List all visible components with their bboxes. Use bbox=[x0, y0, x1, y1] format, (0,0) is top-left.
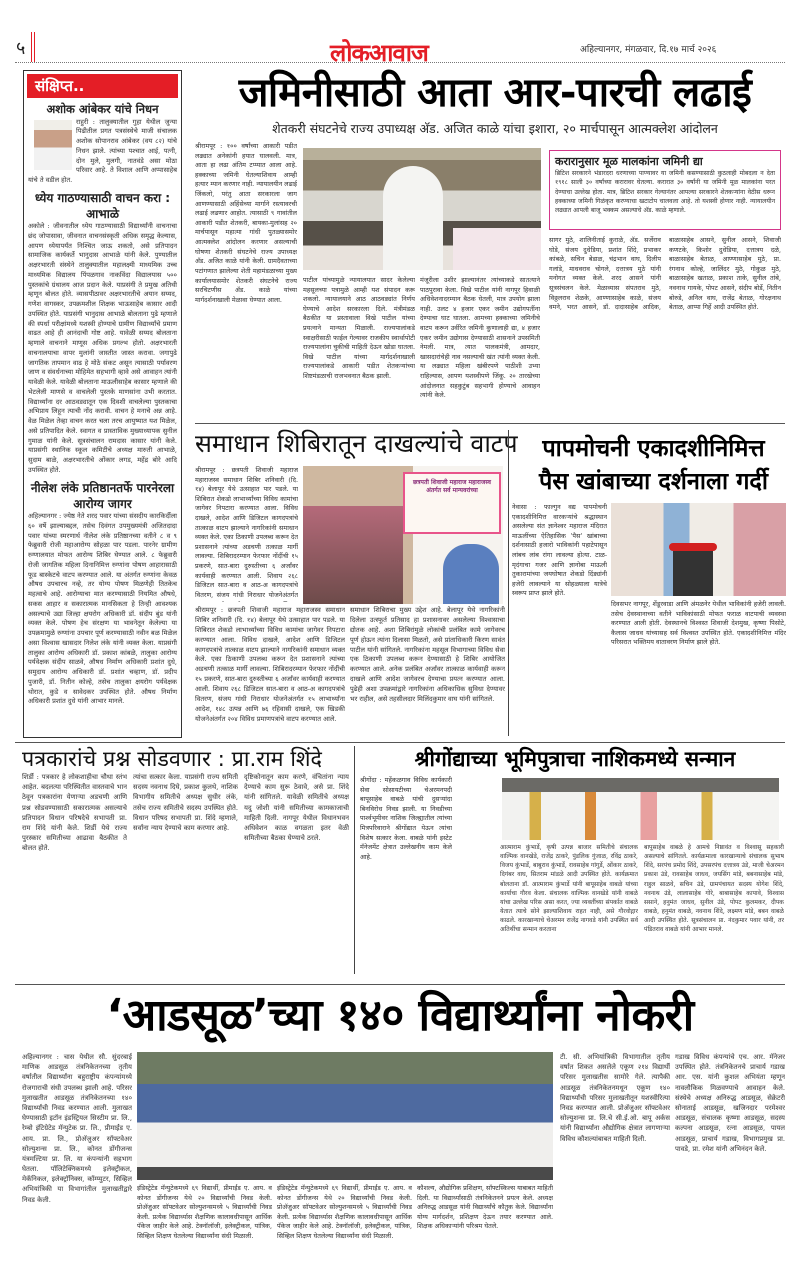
masthead bbox=[0, 0, 800, 67]
pillar-figure bbox=[673, 548, 713, 596]
sidebar-box bbox=[549, 150, 781, 230]
story6-column-2: इंडिस्ट्रेटेड मॅन्युटेकमध्ये ६९ विद्यार्थी, प्रीमाईंड ए. आय. व कोनत डोंगीजन्स येथे २० विद्यार्थ्यांची निवड केली. प्रोअ‍ॅजुअर सॉफ्टवेअर सोल्युशन्समध्ये ५ विद्यार्थ्यांची निवड केली. प्रत्येक विद्यार्थ्यास शैक्षणिक कालावधीपासून आर्थिक पॅकेज जाहीर केले आहे. टेक्नॉलॉजी, इलेक्ट्रीकल, यांत्रिक, सिव्हिल शिक्षण घेतलेल्या विद्यार्थ्यांना संधी मिळाली. bbox=[137, 1184, 272, 1241]
event-banner: छत्रपती शिवाजी महाराज महाराजस्व अंतर्गत सर्व मान्यवरांच्या bbox=[403, 472, 501, 534]
lead-subheadline: शेतकरी संघटनेचे राज्य उपाध्यक्ष अ‍ॅड. अजित काळे यांचा इशारा, २० मार्चपासून आत्मक्लेश आंदोलन bbox=[272, 121, 718, 136]
story3-column-1: नेवासा : फाल्गुन वद्य पापमोचनी एकादशीनिमित्त वारकऱ्यांचे श्रद्धास्थान असलेल्या संत ज्ञानेश्वर महाराज मंदिरात माऊलींच्या ऐतिहासिक 'पैस' खांबाच्या दर्शनासाठी हजारो भाविकांनी पहाटेपासून लांबच लांब रांगा लावल्या होत्या. टाळ-मृदंगाचा गजर आणि ज्ञानोबा माऊली तुकारामांच्या जयघोषात शेकडो दिंड्यांनी हजेरी लावल्याने या सोहळ्याला यात्रेचे स्वरूप प्राप्त झाले होते. bbox=[512, 503, 607, 598]
dateline: अहिल्यानगर, मंगळवार, दि.१७ मार्च २०२६ bbox=[580, 45, 717, 55]
story5-column-2: आत्माराम कुंभार्डे, कृषी उत्पन्न बाजार समितीचे संचालक वाल्मिक वानखेडे, राजेंद्र ठाकरे, पुंडलिक गुंजाळ, रविंद्र ठाकरे, विजय कुंभार्डे, बाबुराव कुंभार्डे, रावसाहेब गांगुर्डे, ओंकार ठाकरे, दिगंबर वाघ, सितराम मांडळे आदी उपस्थित होते. कार्यक्रमात बोलताना डॉ. आत्माराम कुंभार्डे यांनी बापूसाहेब वाबळे यांच्या कार्याचा गौरव केला. संचालक वाल्मिक वानखेडे यांनी वाबळे यांचा उल्लेख परिस असा करत, ज्या व्यक्तींच्या संपर्कात वाबळे येतात त्याचे सोने झाल्याशिवाय राहत नाही, असे गौरवोद्गार काढले. कारखान्याचे चेअरमन राजेंद्र नागवडे यांनी उपस्थित सर्व अतिथींचा सन्मान करताना bbox=[500, 844, 638, 934]
page-number-divider bbox=[31, 32, 35, 62]
sidebar-box-body: ब्रिटिश सरकारने भंडारदरा धरणाच्या पाण्यावर या जमिनी कसण्यासाठी कुठलाही मोबदला न देता १९१८ साली ३० वर्षांच्या करारावर घेतल्या. करारात ३० वर्षांनी या जमिनी मूळ मालकांना परत देण्याचा उल्लेख होता. मात्र, ब्रिटिश सरकार गेल्यानंतर आपल्या सरकारने शेतकऱ्यांना वेठीस धरून हक्काच्या जमिनी गिळंकृत करण्याचा खटाटोप चालवला आहे. तो यशस्वी होणार नाही. न्यायालयीन लढ्यात आपली बाजू भक्कम असल्याचे अ‍ॅड. काळे म्हणाले. bbox=[555, 170, 775, 215]
story6-column-4: कौशल्य, औद्योगिक प्रशिक्षण, सॉफ्टस्किल्स याबाबत माहिती दिली. या विद्यार्थ्यांसाठी तंत्रनिकेतनने प्रयत्न केले. अध्यक्ष अनिरुद्ध आडसूळ यांनी विद्यार्थ्यांचे कौतुक केले. विद्यार्थ्यांना योग्य मार्गदर्शन, प्रशिक्षण देऊन तयार करण्यात आले. शिक्षक अधिकाऱ्यांनी परिश्रम घेतले. bbox=[417, 1184, 553, 1231]
story6-photo-students bbox=[137, 1052, 553, 1180]
section-rule bbox=[15, 984, 785, 985]
column-divider bbox=[354, 746, 355, 974]
lead-column-1: श्रीरामपूर : १०० वर्षांच्या आकारी पडीत लढ्यात अनेकांनी हयात घालवली. मात्र, आता हा लढा अंतिम टप्प्यात आला आहे. हक्काच्या जमिनी घेतल्याशिवाय आम्ही हत्यार म्यान करणार नाही. न्यायालयीन लढाई जिंकलो, परंतु आता सरकारला जाग आणण्यासाठी अहिंसेच्या मार्गाने रस्त्यावरची लढाई लढणार आहोत. त्यासाठी ९ गावांतील आकारी पडीत शेतकरी, बायका-मुलांसह २० मार्चपासून महात्मा गांधी पुतळ्यासमोर आत्मक्लेश आंदोलन करणार असल्याची घोषणा शेतकरी संघटनेचे राज्य उपाध्यक्ष अ‍ॅड. अजित काळे यांनी केली. ग्रामदैवताच्या पटांगणात झालेल्या शेती महामंडळाच्या मुख्य कार्यालयासमोर शेतकरी संघटनेचे राज्य सरचिटणीस ॲड. काळे यांच्या मार्गदर्शनाखाली मेळावा घेण्यात आला. bbox=[195, 142, 297, 304]
section-rule bbox=[195, 423, 785, 424]
sidebar-box-title: करारानुसार मूळ मालकांना जमिनी द्या bbox=[555, 155, 703, 168]
story6-column-3: इंडिस्ट्रेटेड मॅन्युटेकमध्ये ६९ विद्यार्थी, प्रीमाईंड ए. आय. व कोनत डोंगीजन्स येथे २० विद्यार्थ्यांची निवड केली. प्रोअ‍ॅजुअर सॉफ्टवेअर सोल्युशन्समध्ये ५ विद्यार्थ्यांची निवड केली. प्रत्येक विद्यार्थ्यास शैक्षणिक कालावधीपासून आर्थिक पॅकेज जाहीर केले आहे. टेक्नॉलॉजी, इलेक्ट्रीकल, यांत्रिक, सिव्हिल शिक्षण घेतलेल्या विद्यार्थ्यांना संधी मिळाली. bbox=[277, 1184, 412, 1241]
lead-headline: जमिनीसाठी आता आर-पारची लढाई bbox=[238, 70, 752, 116]
speaker-figure bbox=[443, 544, 499, 604]
story2-column-2: श्रीरामपूर : छत्रपती शिवाजी महाराज महाराजस्व समाधान शिबिर शनिवारी (दि. १४) बेलापूर येथे उत्साहात पार पडले. या शिबिरात शेकडो लाभार्थ्यांच्या विविध कामांचा जागेवर निपटारा करण्यात आला. विविध दाखले, आदेश आणि डिजिटल कागदपत्रांचे तात्काळ वाटप झाल्याने नागरिकांनी समाधान व्यक्त केले. एका ठिकाणी उपलब्ध करून देत प्रशासनाने त्यांच्या अडचणी तत्काळ मार्गी लावल्या. शिबिरादरम्यान फेरफार नोंदींची १५ प्रकरणे, सात-बारा दुरुस्तीच्या ६ अर्जांवर कार्यवाही करण्यात आली. शिवाय २६८ डिजिटल सात-बारा व आठ-अ कागदपत्रांचे वितरण, संजय गांधी निराधार योजनेअंतर्गत १५ लाभार्थ्यांना आदेश, १४८ उत्पन्न आणि ७६ रहिवासी दाखले, एक खिडकी योजनेअंतर्गत २०४ विविध प्रमाणपत्रांचे वाटप करण्यात आले. bbox=[195, 606, 345, 723]
lead-column-3: मंजूरीला उशीर झाल्यानंतर त्यांच्याकडे सातत्याने पाठपुरावा केला. विखे पाटील यांनी नागपूर हिवाळी अधिवेशनादरम्यान बैठक घेतली, मात्र उपयोग झाला नाही. उलट ४ हजार एकर जमीन उद्योगपतींना देण्याचा घाट घातला. आमच्या हक्काच्या जमिनीचे वाटप करून उर्वरित जमिनी कुणालाही द्या, ४ हजार एकर जमीन उद्योगास देण्यासाठी शासनाने उपसमिती नेमली. मात्र, त्यात पालकमंत्री, आमदार, खासदारांचेही नाव नसल्याची खंत त्यांनी व्यक्त केली. या लढ्यात महिला खंबीरपणे पाठीशी उभ्या राहिल्यास, आपण यशस्वीपणे जिंकू. २० तारखेच्या आंदोलनात सहकुटुंब सहभागी होण्याचे आवाहन त्यांनी केले. bbox=[420, 276, 540, 400]
brief-body: राहुरी : तालुक्यातील गुहा येथील जुन्या पिढीतील प्रगत पत्रसंस्थेचे माजी संचालक अशोक सोपानराव आंबेकर (वय ८२) यांचे निधन झाले. त्यांच्या पश्चात आई, पत्नी, दोन मुले, मुलगी, नातवंडे असा मोठा परिवार आहे. ते विशाल आणि अप्पासाहेब यांचे ते वडील होत. bbox=[28, 117, 177, 185]
lead-column-4: सागर मुठे, शालिनीताई कुराळे, ॲड. सर्जेराव घोडे, संजय दुधेडिया, प्रशांत शिंदे, प्रभाकर कांबळे, सचिन बेडाळ, चंद्रभान वाघ, दिलीप गलांडे, माधवराव चोगले, दत्तात्रय मुठे यांनी मनोगत व्यक्त केले. शरद आसने यांनी सूत्रसंचलन केले. मेळाव्यास संपतराव मुठे, विठ्ठलराव शेळके, आण्णासाहेब काळे, संजय वमने, भरत आसने, डॉ. दादासाहेब आदिक, बाळासाहेब आसने, सुनील आसने, शिवाजी कणटके, किशोर दुधेडिया, दत्तात्रय दळे, बाळासाहेब बेताळ, आण्णासाहेब मुठे, प्रा. रंगनाथ कोल्हे, जालिंदर मुठे, गोकुळ मुठे, बाळासाहेब खताळ, प्रकाश ताके, सुनील तांबे, नवनाथ गायके, पोपट आसने, संदीप बोर्डे, नितीन बोरुडे, अनिल वाघ, राजेंद्र बेताळ, गोरक्षनाथ बेताळ, आप्पा गिर्हे आदी उपस्थित होते. bbox=[549, 236, 781, 312]
backdrop-figure bbox=[502, 778, 779, 792]
story3-column-2: दिवसभर नागपूर, शेंडूरवाडा आणि अंमळनेर येथील भाविकांनी हजेरी लावली. तसेच देवस्थानाच्या वतीने भाविकांसाठी मोफत फराळ वाटपाची व्यवस्था करण्यात आली होती. देवस्थानचे विश्वस्त शिवाजी देशमुख, कृष्णा पिसोटे, कैलास जाधव यांच्यासह सर्व विश्वस्त उपस्थित होते. एकादशीनिमित्त मंदिर परिसरात भक्तिमय वातावरण निर्माण झाले होते. bbox=[611, 600, 786, 647]
brief-headline: अशोक आंबेकर यांचे निधन bbox=[46, 102, 159, 116]
story4-column-1: शिर्डी : पत्रकार हे लोकशाहीचा चौथा स्तंभ आहेत. बदलत्या परिस्थितीत वास्तवाचे भान ठेवून पत्रकारांना येणाऱ्या अडचणी आणि प्रश्न सोडवण्यासाठी सकारात्मक असल्याचे प्रतिपादन विधान परिषदेचे सभापती प्रा. राम शिंदे यांनी केले. शिर्डी येथे राज्य पुरस्कार समितीच्या आढावा बैठकीत ते बोलत होते. bbox=[22, 773, 127, 853]
column-divider bbox=[508, 430, 509, 736]
lead-photo-rally bbox=[303, 148, 541, 270]
brief-headline: नीलेश लंके प्रतिष्ठानतर्फे पारनेरला आरोग्य जागर bbox=[30, 480, 175, 511]
story6-headline: ‘आडसूळ’च्या १४० विद्यार्थ्यांना नोकरी bbox=[106, 990, 694, 1041]
brief-column bbox=[23, 70, 182, 738]
story4-headline: पत्रकारांचे प्रश्न सोडवणार : प्रा.राम शिंदे bbox=[22, 747, 322, 772]
page-number: ५ bbox=[16, 38, 26, 59]
obituary-photo bbox=[34, 120, 72, 170]
story5-column-3: बापूसाहेब वाबळे हे आमचे निष्ठावंत व विश्वासू सहकारी असल्याचे सांगितले. कार्यक्रमाला कारखान्याचे संचालक सुभाष शिंदे, सरपंच प्रमोद शिंदे, उपसरपंच दत्तात्रय उंडे, माजी चेअरमन प्रकाश उंडे, रावसाहेब जाधव, जयसिंग मांडे, बबनासाहेब मांडे, राहुल साळवे, सचिन उंडे, ग्रामपंचायत सदस्य योगेश शिंदे, नवनाथ उंडे, लालासाहेब गोरे, बाबासाहेब कापावे, विश्वास ससाने, हनुमंत जाधव, सुनील उंडे, पोपट कुलमकर, दीपक वाबळे, हनुमंत वाबळे, नवनाथ शिंदे, लक्ष्मण मांडे, बबन वाबळे आदी उपस्थित होते. सूत्रसंचालन प्रा. नंदकुमार पवार यांनी, तर पंडितराव वाबळे यांनी आभार मानले. bbox=[644, 844, 784, 934]
brief-body: अकोले : जीवनातील ध्येय गाठण्यासाठी विद्यार्थ्यांनी वाचनाचा छंद जोपासावा, जीवनात वाचनसंस्कृती अधिक समृद्ध केल्यास, आपण ध्येयापर्यंत निश्चित जाऊ शकतो, असे प्रतिपादन सामाजिक कार्यकर्ते भानुदास आभाळे यांनी केले. पुण्यातील अक्षरभारती संस्थेने तालुक्यातील महालक्ष्मी माध्यमिक उच्च माध्यमिक विद्यालय पिंपळगाव नाकविंदा विद्यालयास ५०० पुस्तकांचे ग्रंथालय आज प्रदान केले. याप्रसंगी ते प्रमुख अतिथी म्हणून बोलत होते. व्यासपीठावर अक्षरभारतीचे अयान सय्यद, गणेश वागस्कर, उपक्रमशील शिक्षक भाऊसाहेब कासार आदी उपस्थित होते. याप्रसंगी भानुदास आभाळे बोलताना पुढे म्हणाले की स्पर्धा परीक्षांमध्ये यशस्वी होण्याचे ग्रामीण विद्यार्थ्यांचे प्रमाण वाढत आहे ही आनंदाची गोष्ट आहे. यावेळी सय्यद बोलताना म्हणाले वाचनाने माणूस अधिक प्रगल्भ होतो. अक्षरभारती वाचनालयाचा वापर मुलांनी जास्तीत जास्त करावा. जगापुढे जागतिक तापमान वाढ हे मोठे संकट असून त्यासाठी पर्यावरण जाण व संवर्धनाच्या मोहिमेत सहभागी व्हावे असे आवाहन त्यांनी यावेळी केले. यावेळी बोलताना माऊलीसाहेब कासार म्हणाले की भेटलेली माणसे व वाचलेली पुस्तके माणसांना उभी करतात. विद्यार्थ्यांना दर आठवड्यातून एक दिवशी वाचलेल्या पुस्तकाचा अभिप्राय लिहून त्याची नोंद करावी. वाचन हे मनाचे अन्न आहे. वेळ मिळेल तेव्हा वाचन करत चला तरच आयुष्यात यश मिळेल, असे प्रतिपादित केले. स्वागत व प्रास्ताविक मुख्याध्यापक सुनील गुमाळ यांनी केले. सूत्रसंचालन रामदास कासार यांनी केले. याप्रसंगी स्थानिक स्कूल कमिटीचे अध्यक्ष मारुती आभाळे, सुदाम बाळे, अक्षरभारतीचे ओंकार लगड, महेंद्र बोरे आदि उपस्थित होते. bbox=[28, 222, 177, 474]
table-figure bbox=[453, 228, 541, 270]
brief-headline: ध्येय गाठण्यासाठी वाचन करा : आभाळे bbox=[34, 190, 171, 221]
story2-column-3: समाधान शिबिराचा मुख्य उद्देश आहे. बेलापूर येथे नागरिकांनी दिलेला उत्स्फूर्त प्रतिसाद हा प्रशासनावर असलेल्या विश्वासाचा द्योतक आहे. अशा शिबिरांमुळे लोकांची प्रलंबित कामे जागेवरच पूर्ण होऊन त्यांना दिलासा मिळतो, असे प्रांताधिकारी किरण सावंत पाटील यांनी सांगितले. नागरिकांना महसूल विभागाच्या विविध सेवा एक ठिकाणी उपलब्ध करून देण्यासाठी हे शिबिर आयोजित करण्यात आले. अनेक प्रलंबित अर्जांवर तात्काळ कार्यवाही करून दाखले आणि आदेश जागेवरच देण्याचा प्रयत्न करण्यात आला. पुढेही अशा उपक्रमांद्वारे नागरिकांना अधिकाधिक सुविधा देण्यावर भर राहील, असे तहसीलदार मिलिंदकुमार वाघ यांनी सांगितले. bbox=[350, 606, 505, 704]
story6-column-1: अहिल्यानगर : चास येथील सौ. सुंदरबाई माणिक आडसूळ तंत्रनिकेतनच्या तृतीय वर्षातील विद्यार्थ्यांना बहुराष्ट्रीय कंपन्यांमध्ये रोजगाराची संधी उपलब्ध झाली आहे. परिसर मुलाखतीत आडसूळ तंत्रनिकेतनच्या १४० विद्यार्थ्यांची निवड करण्यात आली. मुलाखत घेण्यासाठी इटॉन इंडस्ट्रियल सिस्टीम प्रा. लि., रेम्बो इंटिग्रेटेड मॅन्युटेक प्रा. लि., प्रीमाईंड ए. आय. प्रा. लि., प्रोअ‍ॅजुअर सॉफ्टवेअर सोल्युशन्स प्रा. लि., कोनत डोंगीजन्स यंत्रमल्टिया प्रा. लि. या कंपन्यांनी सहभाग घेतला. पॉलिटेक्निकमध्ये इलेक्ट्रीकल, मेकॅनिकल, इलेक्ट्रॉनिक्स, कॉम्प्युटर, सिव्हिल अभियांत्रिकी या विभागांतील मुलाखतीद्वारे निवड केली. bbox=[22, 1053, 132, 1204]
story6-column-5: टी. सी. अभियांत्रिकी विभागातील तृतीय वर्षात शिकत असलेले एकूण २१४ विद्यार्थी परिसर मुलाखतीस सामोरे गेले. त्यापैकी आडसूळ तंत्रनिकेतनमधून एकूण १४० विद्यार्थ्यांची परिसर मुलाखतीतून यशस्वीरित्या निवड करण्यात आली. प्रोअ‍ॅजुअर सॉफ्टवेअर सोल्युशन्स प्रा. लि.चे सी.ई.ओ. बापू अर्कस यांनी विद्यार्थ्यांना औद्योगिक क्षेत्रात लागणाऱ्या विविध कौशल्यांबाबत माहिती दिली. bbox=[560, 1053, 670, 1143]
speaker-figure bbox=[383, 166, 443, 270]
story2-headline: समाधान शिबिरातून दाखल्यांचे वाटप bbox=[195, 429, 518, 458]
story6-column-6: गडाख विविध कंपन्यांचे एच. आर. मॅनेजर उपस्थित होते. तंत्रनिकेतनचे प्राचार्य गडाख आर. एस. यांनी कुशल अभियंता म्हणून नावलौकिक मिळवण्याचे आवाहन केले. संस्थेचे अध्यक्ष अनिरुद्ध आडसूळ, सेक्रेटरी सोनाताई आडसूळ, खजिनदार परमेश्वर आडसूळ, संचालक कृष्णा आडसूळ, सदस्य कल्पना आडसूळ, रत्ना आडसूळ, पायल आडसूळ, प्राचार्य गडाख, विभागप्रमुख प्रा. पावडे, प्रा. रमेश यांनी अभिनंदन केले. bbox=[675, 1053, 785, 1153]
audience-figure bbox=[303, 506, 403, 604]
story2-column-1: श्रीरामपूर : छत्रपती शिवाजी महाराज महाराजस्व समाधान शिबिर शनिवारी (दि. १४) बेलापूर येथे उत्साहात पार पडले. या शिबिरात शेकडो लाभार्थ्यांच्या विविध कामांचा जागेवर निपटारा करण्यात आला. विविध दाखले, आदेश आणि डिजिटल कागदपत्रांचे तात्काळ वाटप झाल्याने नागरिकांनी समाधान व्यक्त केले. एका ठिकाणी उपलब्ध करून देत प्रशासनाने त्यांच्या अडचणी तत्काळ मार्गी लावल्या. शिबिरादरम्यान फेरफार नोंदींची १५ प्रकरणे, सात-बारा दुरुस्तीच्या ६ अर्जांवर कार्यवाही करण्यात आली. शिवाय २६८ डिजिटल सात-बारा व आठ-अ कागदपत्रांचे वितरण, संजय गांधी निराधार योजनेअंतर्गत bbox=[195, 466, 298, 599]
story5-photo bbox=[502, 778, 779, 840]
lead-column-2: पाटील यांच्यामुळे न्यायालयात सादर केलेल्या महसूलच्या पत्रामुळे आम्ही यश संपादन करू शकलो. न्यायालयाने आठ आठवड्यांत निर्णय घेण्याचे आदेश सरकारला दिले. मंत्रीमंडळ बैठकीत या प्रस्तावाला विखे पाटील यांच्या प्रयत्नाने मान्यता मिळाली. राज्यपालांकडे स्वाक्षरीसाठी फाईल गेल्यावर राजकीय स्वार्थापोटी राज्यपालांना चुकीची माहिती देऊन खोडा घातला. विखे पाटील यांच्या मार्गदर्शनाखाली राज्यपालांकडे आकारी पडीत शेतकऱ्यांच्या शिष्टमंडळाची राजभवनात बैठक झाली. bbox=[303, 276, 415, 381]
section-rule bbox=[15, 742, 785, 743]
story3-headline-line1: पापमोचनी एकादशीनिमित्त bbox=[542, 434, 765, 462]
newspaper-logo: लोकआवाज bbox=[330, 39, 428, 67]
story5-headline: श्रीगोंद्याच्या भूमिपुत्राचा नाशिकमध्ये सन्मान bbox=[414, 747, 736, 771]
story3-headline-line2: पैस खांबाच्या दर्शनाला गर्दी bbox=[538, 467, 769, 495]
story4-column-3: दृष्टिकोनातून काम करणे, वंचितांना न्याय देण्याचे काम सुरू ठेवावे, असे प्रा. शिंदे यांनी सांगितले. यावेळी समितीचे अध्यक्ष यदु जोशी यांनी समितीच्या कामकाजाची माहिती दिली. नागपूर येथील विधानभवन अधिवेशन काळ वगळता इतर वेळी समितीच्या बैठका घेण्याचे ठरले. bbox=[244, 773, 349, 843]
story3-headline bbox=[512, 432, 795, 498]
brief-body: अहिल्यानगर : ज्येष्ठ नेते शरद पवार यांच्या संसदीय कारकिर्दीला ६० वर्षे झाल्याबद्दल, तसेच दिवंगत उपमुख्यमंत्री अजितदादा पवार यांच्या स्मरणार्थ नीलेश लंके प्रतिष्ठानच्या वतीने ८ व ९ फेब्रुवारी रोजी महाआरोग्य सोहळा पार पडला. पारनेर ग्रामीण रुग्णालयात मोफत आरोग्य शिबिर घेण्यात आले. ८ फेब्रुवारी रोजी जागतिक महिला दिनानिमित्त रुग्णांना पोषण आहारासाठी फूड बास्केटचे वाटप करण्यात आले. या अंतर्गत रुग्णांना केवळ औषध उपचारच नव्हे, तर योग्य पोषण मिळणेही तितकेच महत्वाचे आहे. आरोग्याचा मात करण्यासाठी नियमित औषधे, सकस आहार व सकारात्मक मानसिकता हे तिन्ही आवश्यक असल्याचे उद्या जिल्हा क्षयरोग अधिकारी डॉ. संदीप बुंड यांनी व्यक्त केले. पोषण हेच संरक्षण या भावनेतून केलेल्या या उपक्रमामुळे रुग्णांना उपचार पूर्ण करण्यासाठी नवीन बळ मिळेल असा विश्वास खासदार निलेश लंके यांनी व्यक्त केला. याप्रसंगी तालुका आरोग्य अधिकारी डॉ. प्रकाश कांबळे, तालुका आरोग्य पर्यवेक्षक संदीप साळवे, औषध निर्माण अधिकारी प्रशांत दुधे, समुदाय आरोग्य अधिकारी डॉ. प्रशांत चव्हाण, डॉ. प्रदीप पुजारी, डॉ. नितीन कोल्हे, तसेच तालुका क्षयरोग पर्यवेक्षक थोरात, कुडे व सावेदकर उपस्थित होते. औषध निर्माण अधिकारी प्रशांत दुधे यांनी आभार मानले. bbox=[28, 512, 177, 706]
story3-photo bbox=[611, 503, 786, 596]
story2-photo bbox=[303, 466, 503, 604]
story4-column-2: त्यांचा सत्कार केला. याप्रसंगी राज्य समिती सदस्य नवनाथ दिघे, प्रकाश कुलथे, नाशिक विभागीय समितीचे अध्यक्ष सुधीर लंके, तसेच राज्य समितीचे सदस्य उपस्थित होते. विधान परिषद सभापती प्रा. शिंदे म्हणाले, सर्वांना न्याय देण्याचे काम करणार आहे. bbox=[133, 773, 238, 832]
story5-column-1: श्रीगोंदा : महेंकळगाव विविध कार्यकारी सेवा सोसायटीच्या चेअरमनपदी बापूसाहेब वाबळे यांची दुसऱ्यांदा बिनविरोध निवड झाली. या निवडीच्या पार्श्वभूमीवर नाशिक जिल्ह्यातील त्यांच्या मित्रपरिवाराने श्रीगोंद्यात येऊन त्यांचा विशेष सत्कार केला. वाबळे यांनी इस्टेट मॅनेजमेंट क्षेत्रात उल्लेखनीय काम केले आहे. bbox=[360, 776, 452, 861]
brief-section-label: संक्षिप्त.. bbox=[27, 74, 178, 98]
masthead-rule bbox=[15, 62, 785, 63]
garland-figure bbox=[669, 543, 717, 551]
